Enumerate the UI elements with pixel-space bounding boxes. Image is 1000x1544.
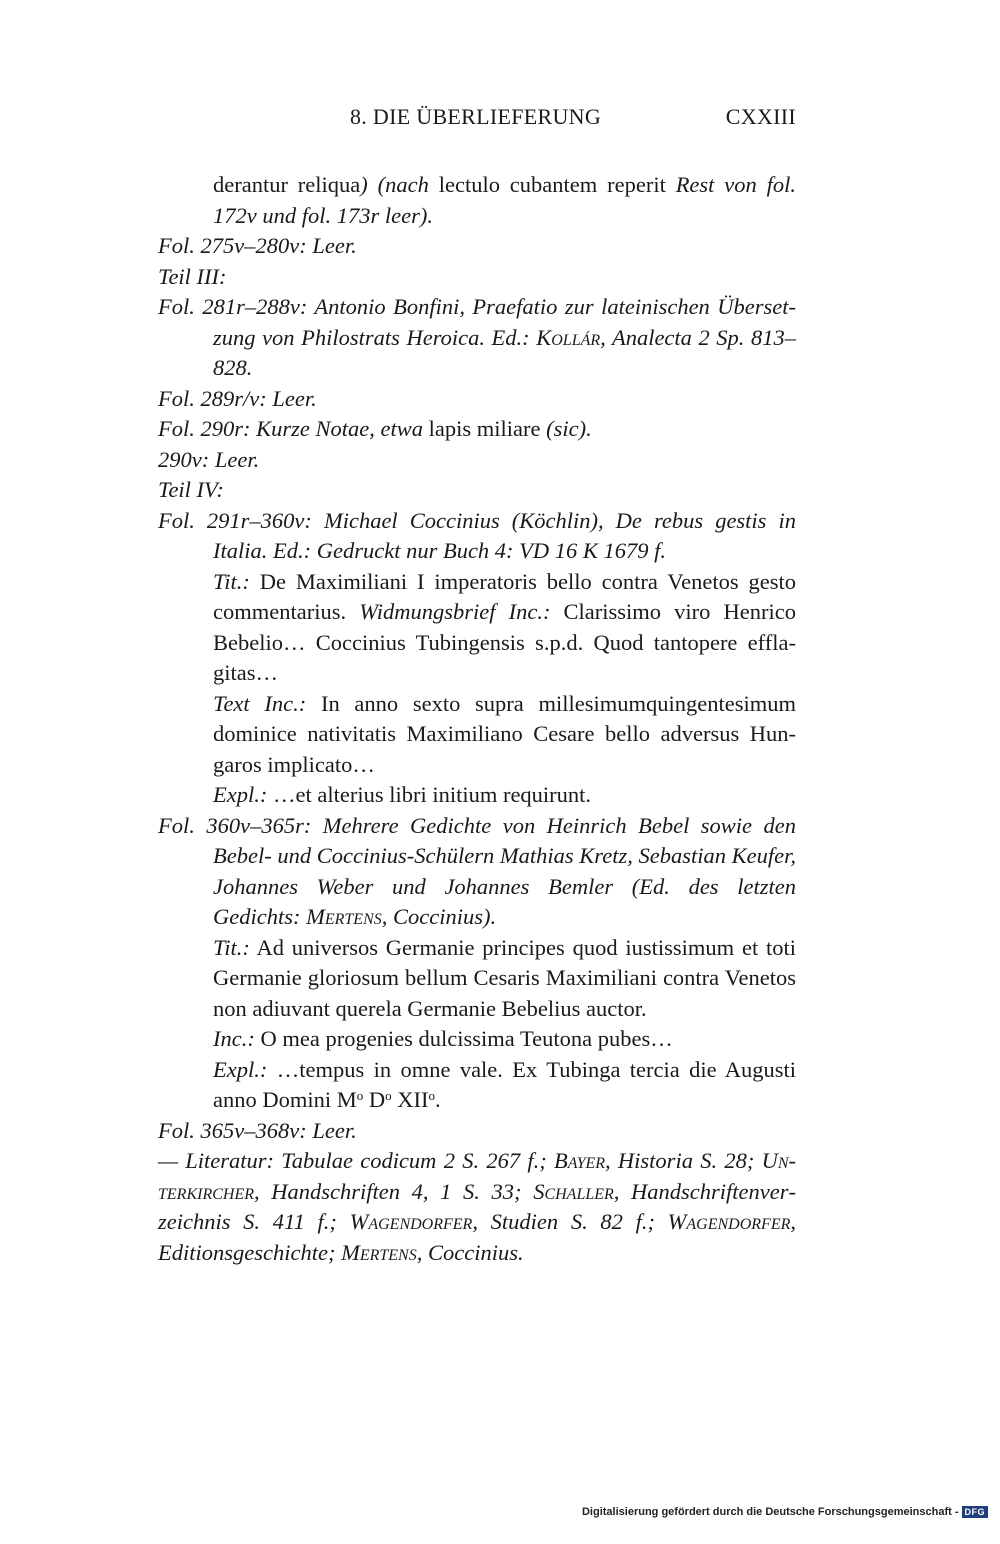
text-span: , Coccinius.: [416, 1239, 524, 1265]
text-span: Ad universos Germanie principes quod iustissimum et toti Germanie gloriosum bellum Cesaris Maximiliani contra Venetos non adiuvant querela Germanie Bebelius auctor.: [213, 934, 796, 1021]
text-span: lapis miliare: [428, 416, 547, 441]
text-span: Fol. 360v–365r: Mehrere Gedichte von Heinrich Bebel sowie den Bebel- und Coccinius-Schülern Mathias Kretz, Sebastian Keufer, Johannes Weber und Johannes Bemler (Ed. des letzten Gedichts:: [158, 812, 796, 929]
text-span: D: [363, 1087, 386, 1112]
folio-entry: Fol. 289r/v: Leer.: [158, 385, 317, 411]
page-number: CXXIII: [725, 104, 796, 129]
author-name: Wagendorfer: [667, 1209, 791, 1234]
text-span: XII: [391, 1087, 429, 1112]
explicit: [158, 780, 796, 811]
text-span: — Literatur: Tabulae codicum 2 S. 267 f.;: [158, 1148, 554, 1173]
title-description: [158, 933, 796, 1025]
folio-entry: [158, 811, 796, 933]
literature-list: [158, 1146, 796, 1268]
title-description: [158, 567, 796, 689]
superscript: o: [385, 1088, 392, 1103]
incipit: [158, 689, 796, 781]
folio-entry: Fol. 365v–368v: Leer.: [158, 1117, 357, 1143]
text-span: ) (nach: [360, 172, 439, 197]
text-span: .: [434, 1087, 441, 1112]
field-label: Widmungsbrief Inc.:: [359, 599, 551, 624]
author-name: Mertens: [341, 1239, 417, 1265]
dfg-logo-icon: DFG: [962, 1506, 989, 1518]
text-span: derantur reliqua: [213, 172, 361, 197]
author-name: Schaller: [533, 1178, 614, 1204]
field-label: Tit.:: [213, 934, 250, 960]
text-span: , Handschriften 4, 1 S. 33;: [254, 1178, 534, 1204]
text-span: In anno sexto supra millesimumquingentesimum dominice nativitatis Maximiliano Cesare bello adversus Hungaros implicato…: [213, 690, 796, 777]
text-span: , Analecta 2 Sp. 813–828.: [213, 324, 796, 380]
text-span: , Studien S. 82 f.;: [472, 1209, 668, 1234]
funding-text: Digitalisierung gefördert durch die Deutsche Forschungsgemeinschaft -: [581, 1506, 959, 1518]
text-span: , Coccinius).: [381, 904, 497, 929]
author-name: Wagendorfer: [349, 1209, 473, 1234]
folio-entry: 290v: Leer.: [158, 446, 260, 472]
superscript: o: [356, 1088, 364, 1103]
text-span: O mea progenies dulcissima Teutona pubes…: [254, 1026, 673, 1051]
field-label: Expl.:: [213, 782, 268, 807]
field-label: Text Inc.:: [213, 690, 307, 716]
folio-entry: Fol. 275v–280v: Leer.: [158, 233, 357, 258]
text-span: De Maximiliani I imperatoris bello contra Venetos gesto commentarius.: [213, 568, 796, 624]
text-span: (sic).: [546, 416, 592, 441]
text-span: Clarissimo viro Henrico Bebelio… Coccinius Tubingensis s.p.d. Quod tantopere efflagitas…: [213, 599, 796, 685]
text-span: Fol. 281r–288v: Antonio Bonfini, Praefatio zur lateinischen Übersetzung von Philostrats Heroica. Ed.:: [158, 294, 796, 350]
folio-entry: [158, 292, 796, 384]
field-label: Expl.:: [213, 1056, 268, 1082]
text-span: , Handschriftenverzeichnis S. 411 f.;: [158, 1178, 797, 1234]
incipit: [158, 1024, 796, 1055]
page-body: [158, 170, 796, 1268]
funding-notice: [582, 1506, 988, 1518]
continued-entry: [158, 170, 796, 231]
running-title: 8. DIE ÜBERLIEFERUNG: [350, 104, 602, 129]
author-name: Bayer: [553, 1148, 606, 1173]
text-span: , Editionsgeschichte;: [158, 1209, 797, 1265]
field-label: Tit.:: [213, 568, 250, 594]
field-label: Inc.:: [213, 1026, 255, 1051]
explicit: [158, 1055, 796, 1116]
folio-entry: Fol. 291r–360v: Michael Coccinius (Köchlin), De rebus gestis in Italia. Ed.: Gedruckt nur Buch 4: VD 16 K 1679 f.: [158, 507, 796, 563]
superscript: o: [428, 1088, 435, 1103]
text-span: Fol. 290r: Kurze Notae, etwa: [158, 416, 429, 441]
text-span: …tempus in omne vale. Ex Tubinga tercia die Augusti anno Domini M: [213, 1056, 796, 1112]
text-span: , Historia S. 28;: [605, 1148, 762, 1173]
part-heading: Teil IV:: [158, 477, 224, 502]
text-span: Rest von fol. 172v und fol. 173r leer).: [213, 172, 796, 228]
part-heading: Teil III:: [158, 263, 227, 289]
text-span: …et alterius libri initium requirunt.: [267, 782, 592, 807]
text-span: lectulo cubantem reperit: [438, 172, 676, 197]
author-name: Unterkircher: [158, 1148, 796, 1204]
author-name: Kollár: [536, 324, 601, 350]
author-name: Mertens: [306, 904, 382, 929]
folio-entry: [158, 414, 796, 445]
